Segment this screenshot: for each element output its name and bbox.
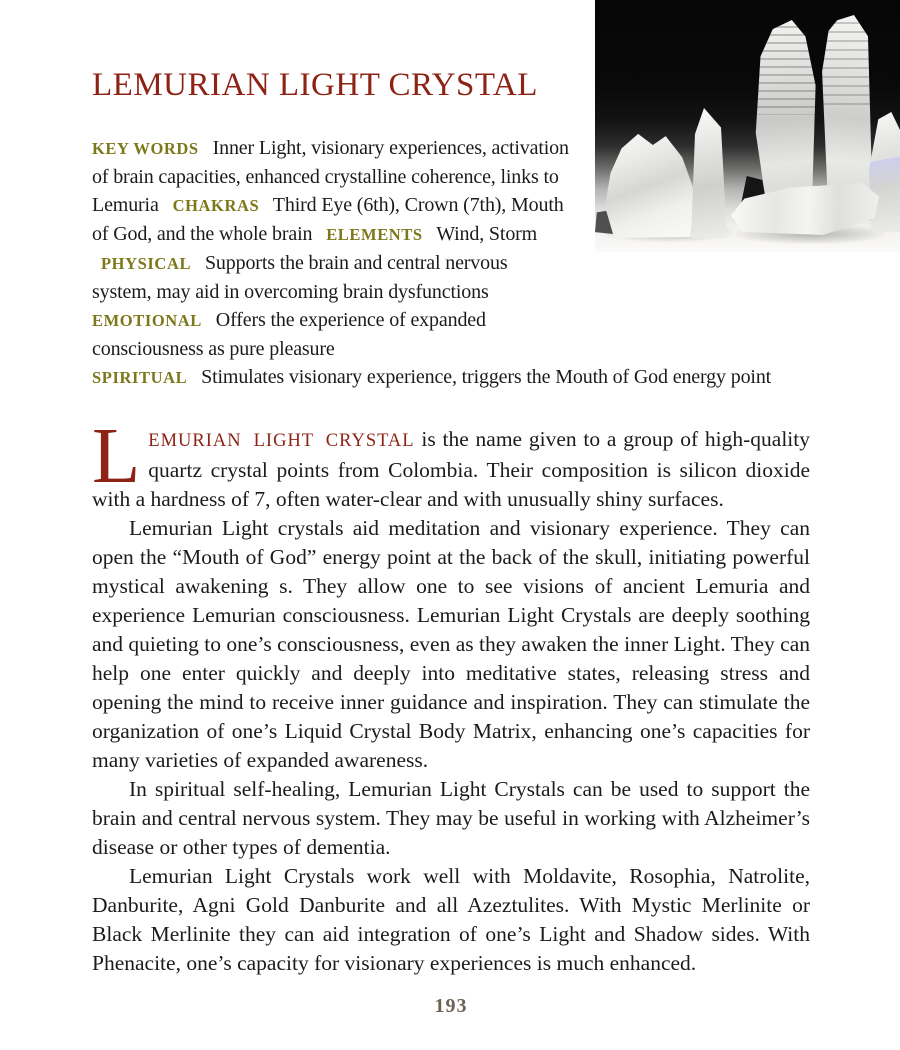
attribute-label-key-words: KEY WORDS bbox=[92, 139, 199, 158]
lead-smallcaps: EMURIAN LIGHT CRYSTAL bbox=[148, 431, 415, 451]
photo-wrap-spacer bbox=[570, 64, 810, 326]
attribute-label-emotional: EMOTIONAL bbox=[92, 311, 202, 330]
body-text bbox=[92, 413, 810, 978]
paragraph-1 bbox=[92, 413, 810, 514]
attribute-text-elements: Wind, Storm bbox=[436, 223, 538, 245]
paragraph-2: Lemurian Light crystals aid meditation and visionary experience. They can open the “Mouth of God” energy point at the back of the skull, initiating powerful mystical awakening s. They allow one to see visions of ancient Lemuria and experience Lemurian consciousness. Lemurian Light Crystals are deeply soothing and quieting to one’s consciousness, even as they awaken the inner Light. They can help one enter quickly and deeply into meditative states, releasing stress and opening the mind to receive inner guidance and inspiration. They can stimulate the organization of one’s Liquid Crystal Body Matrix, enhancing one’s capacities for many varieties of expanded awareness. bbox=[92, 516, 810, 772]
attribute-text-chakras: Third Eye (6th), Crown (7th), Mouth of God, and the whole brain bbox=[92, 194, 564, 245]
attribute-text-spiritual: Stimulates visionary experience, triggers the Mouth of God energy point bbox=[201, 366, 772, 388]
attribute-label-chakras: CHAKRAS bbox=[172, 196, 260, 215]
dropcap-letter: L bbox=[92, 413, 141, 500]
page-title: LEMURIAN LIGHT CRYSTAL bbox=[92, 67, 538, 103]
attribute-text-physical: Supports the brain and central nervous system, may aid in overcoming brain dysfunctions bbox=[92, 252, 508, 303]
attribute-label-elements: ELEMENTS bbox=[326, 225, 423, 244]
paragraph-3: In spiritual self-healing, Lemurian Light Crystals can be used to support the brain and central nervous system. They may be useful in working with Alzheimer’s disease or other types of dementia. bbox=[92, 777, 810, 859]
paragraph-4: Lemurian Light Crystals work well with Moldavite, Rosophia, Natrolite, Danburite, Agni Gold Danburite and all Azeztulites. With Mystic Merlinite or Black Merlinite they can aid integration of one’s Light and Shadow sides. With Phenacite, one’s capacity for visionary experiences is much enhanced. bbox=[92, 864, 810, 975]
attribute-text-emotional: Offers the experience of expanded consciousness as pure pleasure bbox=[92, 309, 486, 360]
text-column bbox=[0, 64, 900, 1018]
attribute-text-key-words: Inner Light, visionary experiences, activation of brain capacities, enhanced crystalline coherence, links to Lemuria bbox=[92, 137, 569, 216]
attribute-label-spiritual: SPIRITUAL bbox=[92, 368, 188, 387]
attribute-label-physical: PHYSICAL bbox=[101, 254, 192, 273]
page-number: 193 bbox=[434, 995, 468, 1017]
paragraph-1-text: is the name given to a group of high-quality quartz crystal points from Colombia. Their composition is silicon dioxide with a hardness of 7, often water-clear and with unusually shiny surfaces. bbox=[92, 427, 810, 511]
